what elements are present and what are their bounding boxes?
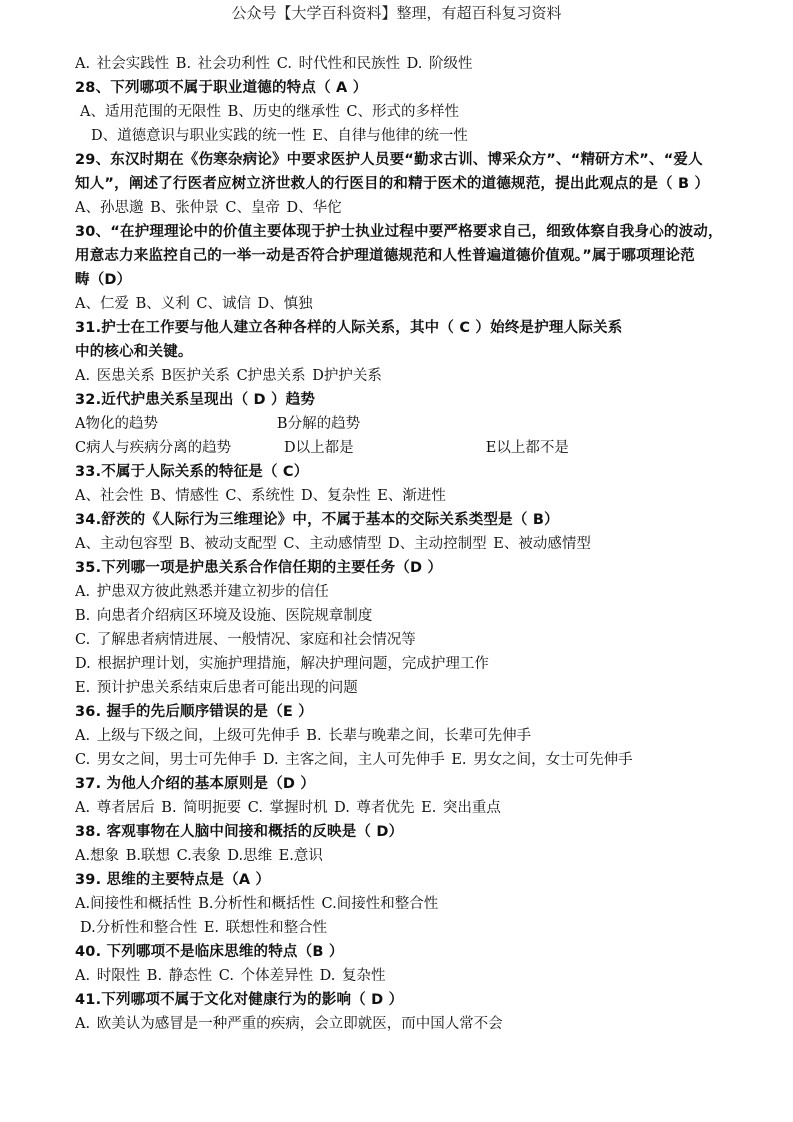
option-text: D、道德意识与职业实践的统一性 E、自律与他律的统一性 bbox=[91, 128, 468, 144]
question-line bbox=[75, 988, 765, 1012]
question-text: 40. 下列哪项不是临床思维的特点（B ） bbox=[75, 944, 344, 960]
option-text: C. 男女之间，男士可先伸手 D. 主客之间，主人可先伸手 E. 男女之间，女士可先伸手 bbox=[75, 752, 633, 768]
option-text: C. 了解患者病情进展、一般情况、家庭和社会情况等 bbox=[75, 632, 416, 648]
question-text: 中的核心和关键。 bbox=[75, 344, 193, 360]
option-line bbox=[75, 916, 765, 940]
option-text: A. 时限性 B. 静态性 C. 个体差异性 D. 复杂性 bbox=[75, 968, 386, 984]
option-line bbox=[75, 748, 765, 772]
option-line bbox=[75, 196, 765, 220]
option-line bbox=[75, 436, 765, 460]
question-line bbox=[75, 772, 765, 796]
question-line bbox=[75, 244, 765, 268]
option-text: A. 欧美认为感冒是一种严重的疾病，会立即就医，而中国人常不会 bbox=[75, 1016, 503, 1032]
question-line bbox=[75, 148, 765, 172]
option-text: A、孙思邈 B、张仲景 C、皇帝 D、华佗 bbox=[75, 200, 342, 216]
option-line bbox=[75, 412, 765, 436]
option-line bbox=[75, 676, 765, 700]
option-text: A. 尊者居后 B. 简明扼要 C. 掌握时机 D. 尊者优先 E. 突出重点 bbox=[75, 800, 501, 816]
option-line bbox=[75, 580, 765, 604]
option-text: D.分析性和整合性 E. 联想性和整合性 bbox=[80, 920, 328, 936]
question-line bbox=[75, 76, 765, 100]
question-text: 30、“在护理理论中的价值主要体现于护士执业过程中要严格要求自己，细致体察自我身心的波动， bbox=[75, 224, 723, 240]
question-line bbox=[75, 508, 765, 532]
question-text: 35.下列哪一项是护患关系合作信任期的主要任务（D ） bbox=[75, 560, 443, 576]
question-text: 32.近代护患关系呈现出（ D ）趋势 bbox=[75, 392, 316, 408]
question-text: 36. 握手的先后顺序错误的是（E ） bbox=[75, 704, 313, 720]
option-text: A、主动包容型 B、被动支配型 C、主动感情型 D、主动控制型 E、被动感情型 bbox=[75, 536, 591, 552]
question-line bbox=[75, 940, 765, 964]
option-text: A、社会性 B、情感性 C、系统性 D、复杂性 E、渐进性 bbox=[75, 488, 446, 504]
question-text: 33.不属于人际关系的特征是（ C） bbox=[75, 464, 309, 480]
question-line bbox=[75, 556, 765, 580]
question-text: 31.护士在工作要与他人建立各种各样的人际关系，其中（ C ）始终是护理人际关系 bbox=[75, 320, 623, 336]
question-text: 畴（D） bbox=[75, 272, 132, 288]
question-line bbox=[75, 172, 765, 196]
option-line bbox=[75, 796, 765, 820]
option-line bbox=[75, 364, 765, 388]
option-text: A. 社会实践性 B. 社会功利性 C. 时代性和民族性 D. 阶级性 bbox=[75, 56, 473, 72]
option-text: E. 预计护患关系结束后患者可能出现的问题 bbox=[75, 680, 358, 696]
option-line bbox=[75, 604, 765, 628]
question-line bbox=[75, 340, 765, 364]
option-line bbox=[75, 292, 765, 316]
question-line bbox=[75, 388, 765, 412]
question-line bbox=[75, 700, 765, 724]
option-line bbox=[75, 1012, 765, 1036]
option-line bbox=[75, 964, 765, 988]
option-text: D. 根据护理计划，实施护理措施，解决护理问题，完成护理工作 bbox=[75, 656, 489, 672]
option-text: A. 上级与下级之间，上级可先伸手 B. 长辈与晚辈之间，长辈可先伸手 bbox=[75, 728, 532, 744]
question-text: 37. 为他人介绍的基本原则是（D ） bbox=[75, 776, 316, 792]
question-line bbox=[75, 220, 765, 244]
question-text: 用意志力来监控自己的一举一动是否符合护理道德规范和人性普遍道德价值观。”属于哪项理论范 bbox=[75, 248, 695, 264]
option-line bbox=[75, 892, 765, 916]
question-text: 29、东汉时期在《伤寒杂病论》中要求医护人员要“勤求古训、博采众方”、“精研方术”、“爱人 bbox=[75, 152, 703, 168]
question-text: 38. 客观事物在人脑中间接和概括的反映是（ D） bbox=[75, 824, 404, 840]
option-line bbox=[75, 724, 765, 748]
option-line bbox=[75, 484, 765, 508]
option-line bbox=[75, 844, 765, 868]
option-text: A. 医患关系 B医护关系 C护患关系 D护护关系 bbox=[75, 368, 382, 384]
option-line bbox=[75, 628, 765, 652]
option-line bbox=[75, 52, 765, 76]
question-line bbox=[75, 316, 765, 340]
question-line bbox=[75, 268, 765, 292]
question-text: 39. 思维的主要特点是（A ） bbox=[75, 872, 271, 888]
option-text: A.间接性和概括性 B.分析性和概括性 C.间接性和整合性 bbox=[75, 896, 439, 912]
option-line bbox=[75, 532, 765, 556]
option-text: A、仁爱 B、义利 C、诚信 D、慎独 bbox=[75, 296, 313, 312]
option-text: B. 向患者介绍病区环境及设施、医院规章制度 bbox=[75, 608, 373, 624]
option-line bbox=[75, 124, 765, 148]
option-text: C病人与疾病分离的趋势 D以上都是 E以上都不是 bbox=[75, 440, 569, 456]
page-header: 公众号【大学百科资料】整理，有超百科复习资料 bbox=[231, 4, 562, 22]
option-text: A. 护患双方彼此熟悉并建立初步的信任 bbox=[75, 584, 329, 600]
option-text: A物化的趋势 B分解的趋势 bbox=[75, 416, 361, 432]
question-text: 28、下列哪项不属于职业道德的特点（ A ） bbox=[75, 80, 368, 96]
question-text: 41.下列哪项不属于文化对健康行为的影响（ D ） bbox=[75, 992, 404, 1008]
option-text: A.想象 B.联想 C.表象 D.思维 E.意识 bbox=[75, 848, 323, 864]
option-text: A、适用范围的无限性 B、历史的继承性 C、形式的多样性 bbox=[80, 104, 459, 120]
question-line bbox=[75, 460, 765, 484]
option-line bbox=[75, 652, 765, 676]
option-line bbox=[75, 100, 765, 124]
question-line bbox=[75, 868, 765, 892]
question-text: 34.舒茨的《人际行为三维理论》中，不属于基本的交际关系类型是（ B） bbox=[75, 512, 559, 528]
question-list bbox=[75, 52, 765, 1036]
question-text: 知人”，阐述了行医者应树立济世救人的行医目的和精于医术的道德规范，提出此观点的是（ B ） bbox=[75, 176, 710, 192]
question-line bbox=[75, 820, 765, 844]
